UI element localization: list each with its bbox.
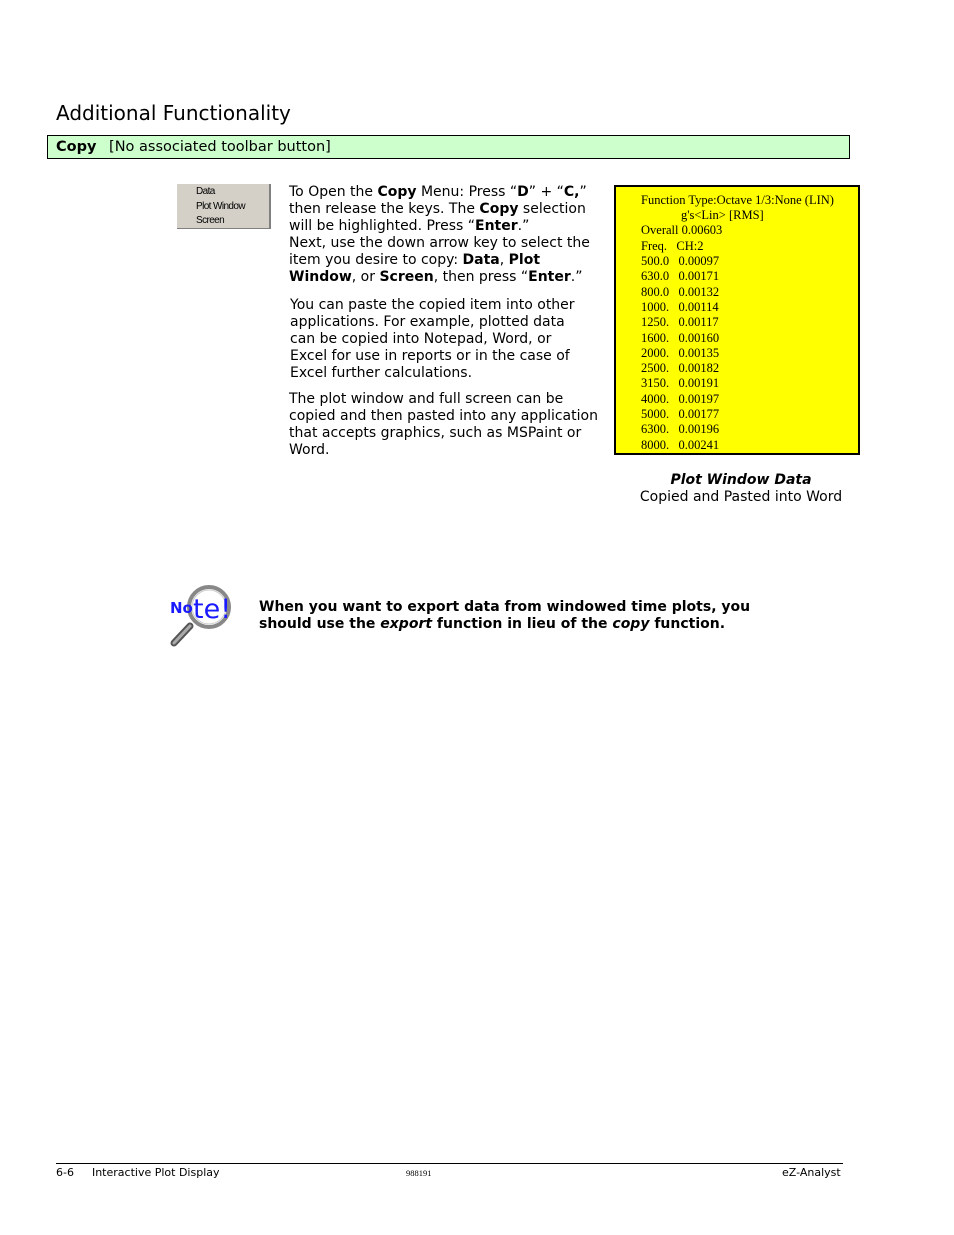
copy-label: Copy [56, 139, 97, 155]
data-row: 3150. 0.00191 [641, 376, 720, 391]
data-row: 1250. 0.00117 [641, 315, 719, 330]
data-row: 630.0 0.00171 [641, 269, 720, 284]
data-row: 1600. 0.00160 [641, 330, 720, 345]
data-row: 8000. 0.00241 [641, 437, 720, 452]
data-column-header: Freq. CH:2 [641, 239, 704, 253]
plot-window-data-box [614, 185, 860, 455]
data-row: 500.0 0.00097 [641, 254, 720, 268]
data-row: 4000. 0.00197 [641, 391, 720, 406]
data-overall: Overall 0.00603 [641, 223, 723, 237]
data-header-2: g's<Lin> [RMS] [681, 208, 764, 222]
data-row: 5000. 0.00177 [641, 407, 720, 421]
menu-item-plot-window: Plot Window [196, 200, 245, 212]
footer-page-number: 6-6 [56, 1166, 74, 1179]
footer-chapter: Interactive Plot Display [91, 1166, 220, 1179]
instructions-paragraph-3: The plot window and full screen can be copied and then pasted into any application that accepts graphics, such as MSPaint or Word. [289, 391, 598, 458]
data-row: 800.0 0.00132 [641, 284, 720, 299]
menu-item-data: Data [196, 186, 215, 197]
note-text: When you want to export data from windowed time plots, you should use the export function in lieu of the copy function. [259, 599, 751, 632]
copy-heading-bar [47, 135, 850, 159]
note-magnifier-icon [168, 584, 236, 648]
data-row: 2000. 0.00135 [641, 345, 720, 360]
svg-text:No: No [170, 599, 193, 617]
svg-text:te!: te! [193, 594, 232, 625]
section-title: Additional Functionality [56, 101, 291, 125]
data-header-1: Function Type:Octave 1/3:None (LIN) [641, 193, 834, 207]
footer-product: eZ-Analyst [782, 1166, 841, 1179]
caption-title: Plot Window Data [670, 472, 812, 488]
instructions-paragraph-2: You can paste the copied item into other applications. For example, plotted data can be copied into Notepad, Word, or Excel for use in reports or in the case of Excel further calculations. [290, 297, 575, 381]
footer-doc-number: 988191 [406, 1168, 432, 1178]
caption-subtitle: Copied and Pasted into Word [639, 489, 843, 505]
menu-item-screen: Screen [196, 215, 225, 226]
copy-menu-screenshot [177, 184, 271, 229]
data-row: 2500. 0.00182 [641, 361, 720, 376]
data-row: 1000. 0.00114 [641, 299, 719, 314]
footer-divider [56, 1163, 843, 1164]
copy-description: [No associated toolbar button] [109, 139, 331, 155]
footer-left [56, 1166, 220, 1179]
data-row: 6300. 0.00196 [641, 422, 720, 437]
instructions-paragraph-1: To Open the Copy Menu: Press “D” + “C,” then release the keys. The Copy selection will be highlighted. Press “Enter.” Next, use the down arrow key to select the item you desire to copy: Data, Plot Window, or Screen, then press “Enter.” [289, 184, 590, 285]
